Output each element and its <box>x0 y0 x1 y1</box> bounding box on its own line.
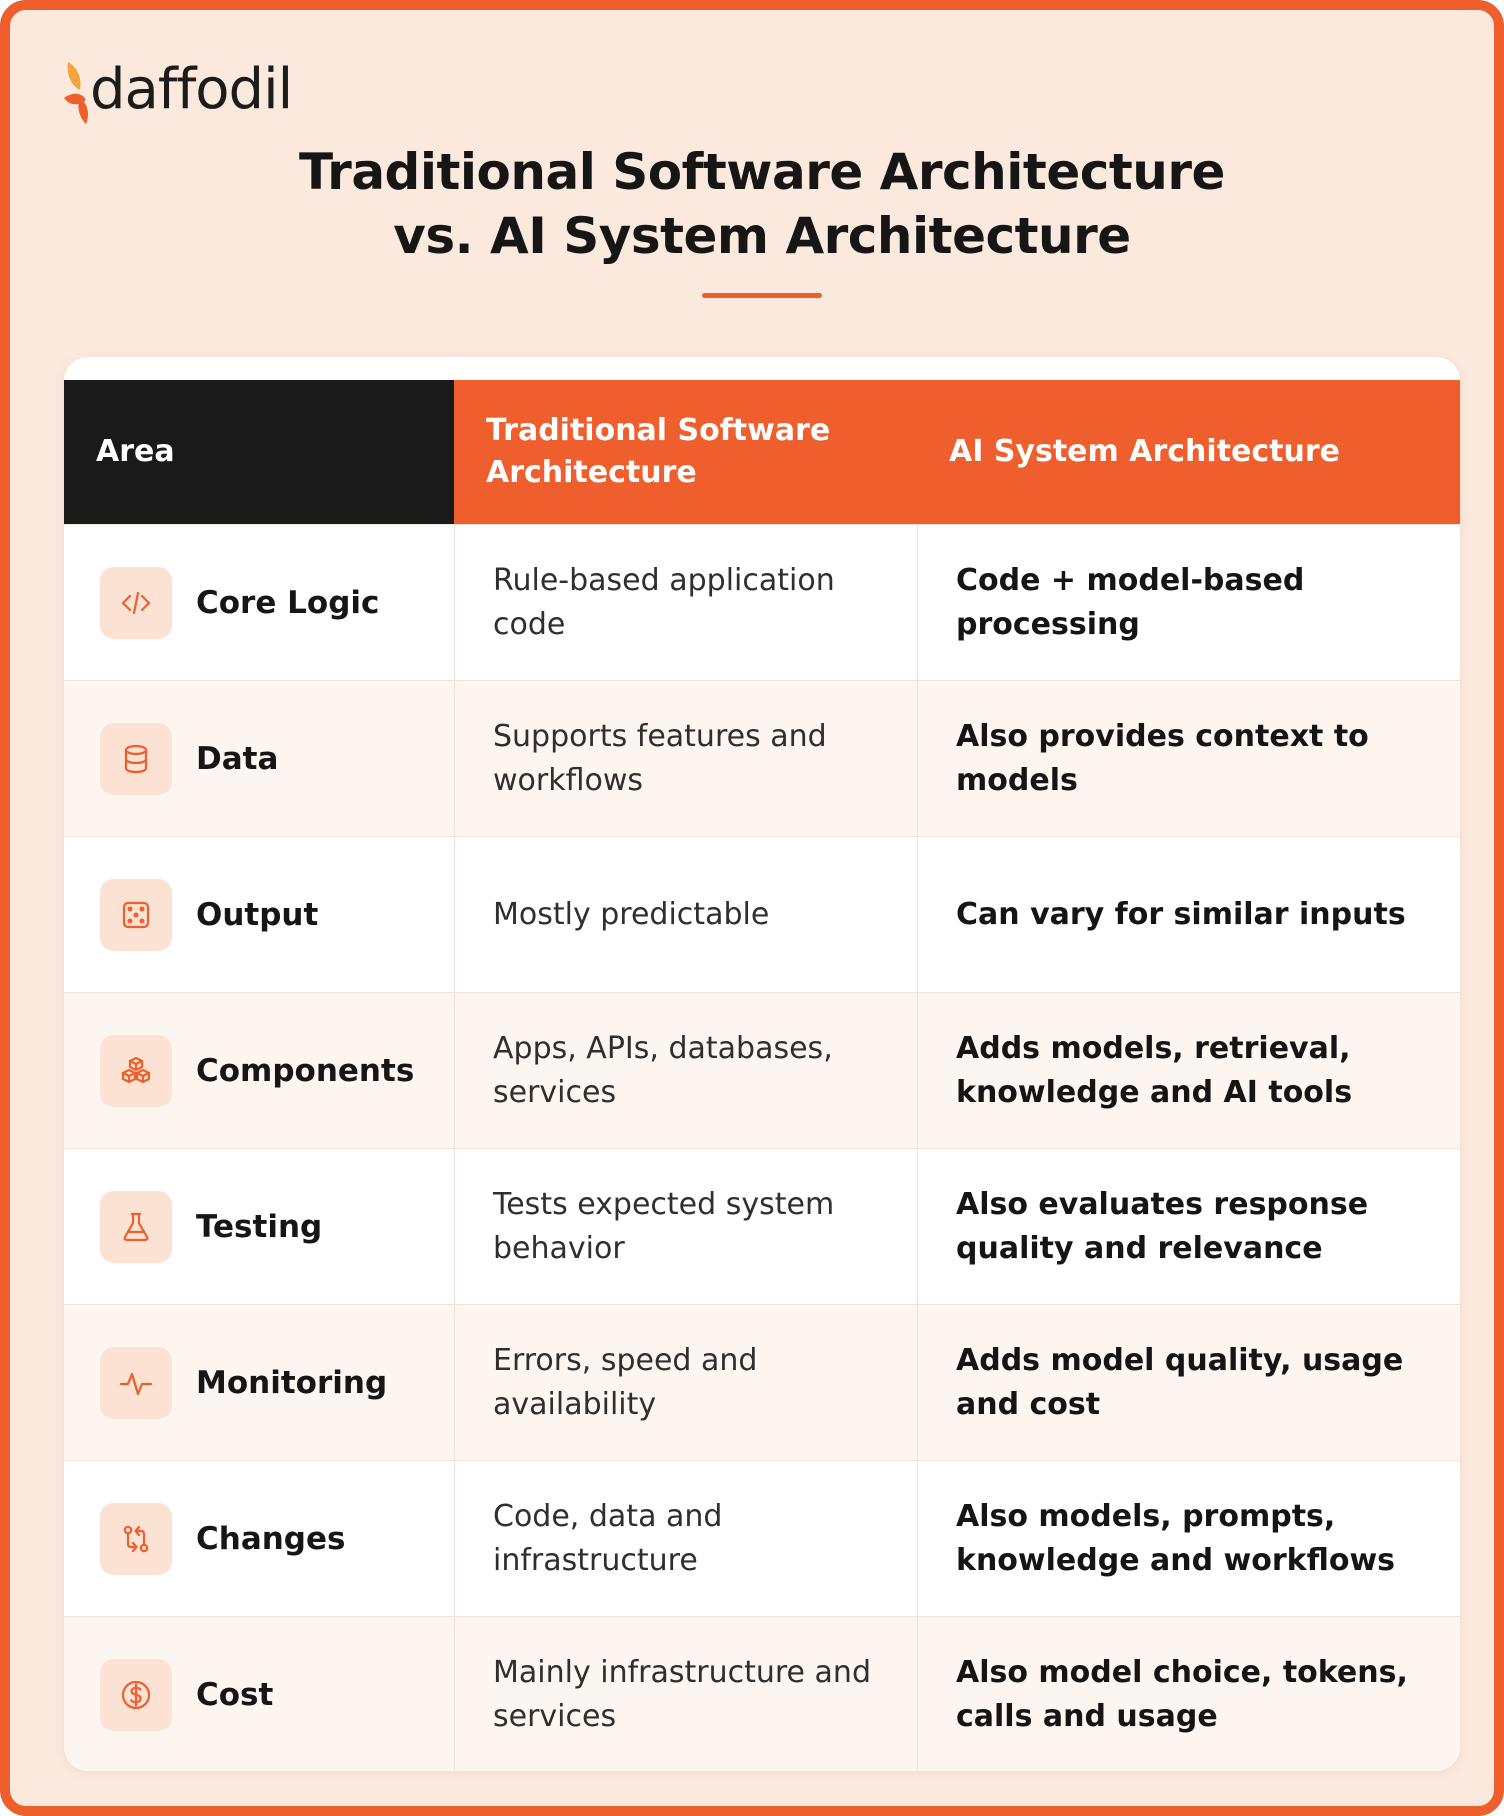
traditional-cell: Rule-based application code <box>454 525 917 680</box>
table-header-row <box>64 380 1460 524</box>
header-traditional: Traditional Software Architecture <box>454 380 917 524</box>
row-icon-tile <box>100 1347 172 1419</box>
table-row <box>64 524 1460 680</box>
ai-cell: Adds models, retrieval, knowledge and AI tools <box>917 993 1460 1148</box>
traditional-cell: Errors, speed and availability <box>454 1305 917 1460</box>
row-icon-tile <box>100 1035 172 1107</box>
comparison-card <box>64 357 1460 1771</box>
row-icon-tile <box>100 1503 172 1575</box>
row-icon-tile <box>100 723 172 795</box>
area-label: Changes <box>196 1520 346 1557</box>
database-icon <box>117 740 155 778</box>
header-ai: AI System Architecture <box>917 380 1460 524</box>
table-row <box>64 836 1460 992</box>
area-label: Data <box>196 740 279 777</box>
area-label: Testing <box>196 1208 323 1245</box>
title-underline <box>702 293 822 298</box>
row-icon-tile <box>100 1191 172 1263</box>
activity-icon <box>117 1364 155 1402</box>
table-row <box>64 992 1460 1148</box>
traditional-cell: Tests expected system behavior <box>454 1149 917 1304</box>
git-compare-icon <box>117 1520 155 1558</box>
table-row <box>64 1304 1460 1460</box>
ai-cell: Adds model quality, usage and cost <box>917 1305 1460 1460</box>
table-row <box>64 680 1460 836</box>
table-body <box>64 524 1460 1771</box>
daffodil-logo-icon <box>62 52 98 128</box>
ai-cell: Also evaluates response quality and relevance <box>917 1149 1460 1304</box>
title-line-2: vs. AI System Architecture <box>393 207 1131 265</box>
boxes-icon <box>117 1052 155 1090</box>
area-cell <box>64 993 454 1148</box>
brand-logo <box>62 50 292 130</box>
dollar-circle-icon <box>117 1676 155 1714</box>
row-icon-tile <box>100 567 172 639</box>
table-row <box>64 1616 1460 1771</box>
row-icon-tile <box>100 1659 172 1731</box>
comparison-table <box>64 380 1460 1771</box>
code-icon <box>117 584 155 622</box>
table-row <box>64 1148 1460 1304</box>
area-cell <box>64 1617 454 1771</box>
area-cell <box>64 1461 454 1616</box>
flask-icon <box>117 1208 155 1246</box>
traditional-cell: Mostly predictable <box>454 837 917 992</box>
area-label: Components <box>196 1052 415 1089</box>
area-label: Core Logic <box>196 584 380 621</box>
area-label: Output <box>196 896 319 933</box>
area-label: Monitoring <box>196 1364 388 1401</box>
traditional-cell: Supports features and workflows <box>454 681 917 836</box>
area-label: Cost <box>196 1676 274 1713</box>
row-icon-tile <box>100 879 172 951</box>
title-line-1: Traditional Software Architecture <box>299 143 1225 201</box>
traditional-cell: Apps, APIs, databases, services <box>454 993 917 1148</box>
area-cell <box>64 681 454 836</box>
ai-cell: Can vary for similar inputs <box>917 837 1460 992</box>
area-cell <box>64 525 454 680</box>
page-title <box>10 140 1504 268</box>
ai-cell: Also models, prompts, knowledge and workflows <box>917 1461 1460 1616</box>
area-cell <box>64 1149 454 1304</box>
header-area: Area <box>64 380 454 524</box>
traditional-cell: Mainly infrastructure and services <box>454 1617 917 1771</box>
table-row <box>64 1460 1460 1616</box>
ai-cell: Code + model-based processing <box>917 525 1460 680</box>
brand-name: daffodil <box>90 57 293 122</box>
area-cell <box>64 837 454 992</box>
ai-cell: Also provides context to models <box>917 681 1460 836</box>
ai-cell: Also model choice, tokens, calls and usage <box>917 1617 1460 1771</box>
dice-icon <box>117 896 155 934</box>
area-cell <box>64 1305 454 1460</box>
traditional-cell: Code, data and infrastructure <box>454 1461 917 1616</box>
